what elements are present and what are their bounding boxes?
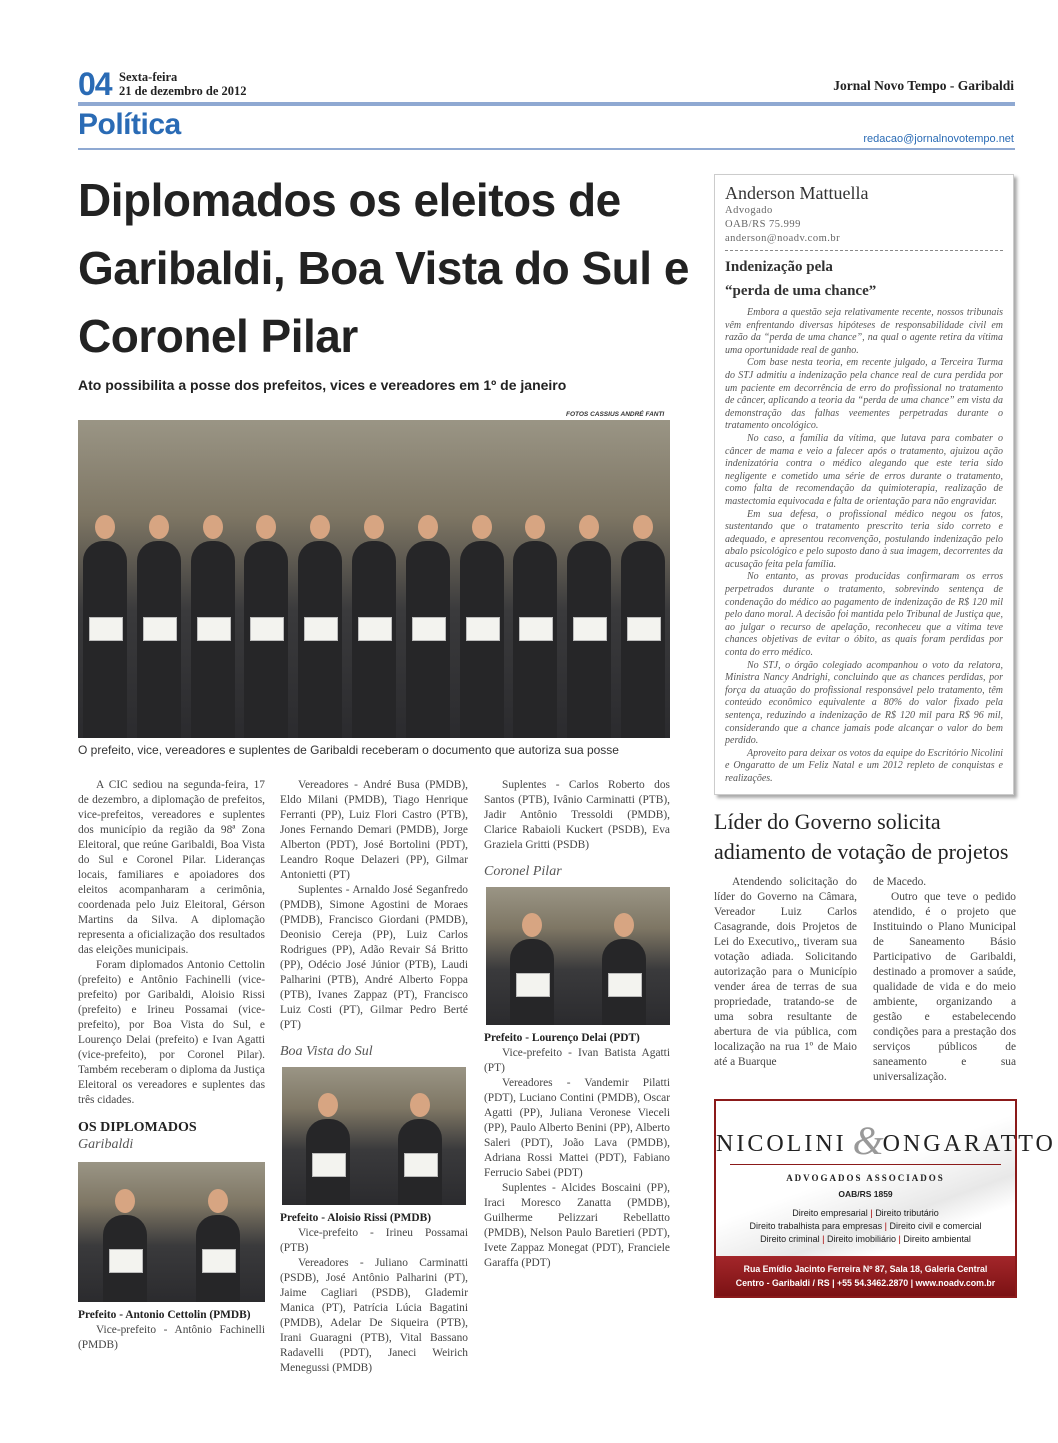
diploma bbox=[202, 1249, 236, 1273]
header-rule bbox=[78, 102, 1015, 106]
diploma bbox=[627, 617, 661, 641]
diploma bbox=[412, 617, 446, 641]
newsroom-email[interactable]: redacao@jornalnovotempo.net bbox=[863, 133, 1014, 145]
issue-date bbox=[119, 70, 247, 98]
page-number: 04 bbox=[78, 66, 112, 102]
councillors: Vereadores - Juliano Carminatti (PSDB), José Antônio Palharini (PT), Jaime Cagliari (PSDB), Glademir Manica (PT), Patrícia Lúcia Bagatini (PMDB), Adelar De Siqueira (PTB), Irani Guaragni (PTB), Vital Bassano Radavelli (PDT), Janeci Weirich Menegussi (PMDB) bbox=[280, 1257, 468, 1374]
mayor-line: Prefeito - Antonio Cettolin (PMDB) bbox=[78, 1309, 251, 1321]
news-headline: Líder do Governo solicita adiamento de votação de projetos bbox=[714, 808, 1009, 864]
councillors: Vereadores - Vandemir Pilatti (PDT), Luciano Contini (PMDB), Oscar Agatti (PP), Juliana Veronese Vieceli (PP), Paulo Alberto Benini (PP), Alberto Saleri (PDT), João Lava (PMDB), Adriana Rossi Mattei (PDT), Fabiano Ferrucio Sabei (PDT) bbox=[484, 1077, 670, 1179]
ad-subtitle: ADVOGADOS ASSOCIADOS bbox=[786, 1172, 945, 1183]
diploma bbox=[608, 973, 642, 997]
diploma bbox=[573, 617, 607, 641]
person-head bbox=[633, 515, 653, 539]
section-rule bbox=[78, 148, 1015, 150]
city-heading: Boa Vista do Sul bbox=[280, 1044, 373, 1059]
diploma bbox=[143, 617, 177, 641]
paragraph: Embora a questão seja relativamente recente, nossos tribunais vêm enfrentando diversas hipóteses de responsabilidade civil em razão da “perda de uma chance”, na qual o agente retira da vítima uma oportunidade real de ganho. bbox=[725, 307, 1003, 356]
ad-contact: Centro - Garibaldi / RS | +55 54.3462.2870 | www.noadv.com.br bbox=[735, 1277, 996, 1288]
newspaper-name: Jornal Novo Tempo - Garibaldi bbox=[833, 78, 1014, 93]
paragraph: Com base nesta teoria, em recente julgado, a Terceira Turma do STJ admitiu a indenização pela chance real de cura perdida por um paciente em decorrência de erro do profissional no tratamento de câncer, aplicando a teoria da “perda de uma chance” em vista da demonstração das falhas veementes perpetradas durante o tratamento oncológico. bbox=[725, 357, 1003, 432]
person-head bbox=[472, 515, 492, 539]
main-photo bbox=[78, 420, 670, 738]
substitutes: Suplentes - Carlos Roberto dos Santos (PTB), Ivânio Carminatti (PTB), Jadir Antônio Tressoldi (PMDB), Clarice Rabaioli Kuckert (PSDB), Eva Graziela Gritti (PSDB) bbox=[484, 779, 670, 851]
paragraph: Em sua defesa, o profissional médico negou os fatos, sustentando que o tratamento prescrito teria sido correto e adequado, e apresentou reconvenção, postulando indenização pelo abalo psicológico e pelo suposto dano à sua imagem, decorrentes da acusação feita pela família. bbox=[725, 508, 1003, 570]
ad-rule bbox=[730, 1164, 1001, 1165]
paragraph: Atendendo solicitação do líder do Governo na Câmara, Vereador Luiz Carlos Casagrande, dois Projetos de Lei do Executivo,, tiveram sua votação adiada. Solicitando autorização para o Município vender área de terras de sua propriedade, tratando-se de uma sobra resultante de abertura de via pública, com localização na rua 1º de Maio até a Buarque bbox=[714, 875, 857, 1068]
person-head bbox=[310, 515, 330, 539]
person-head bbox=[614, 913, 634, 937]
opinion-title-2: “perda de uma chance” bbox=[725, 283, 877, 299]
section-title: Política bbox=[78, 108, 181, 141]
news-column-1 bbox=[714, 875, 857, 1085]
photo-boa-vista-mayor bbox=[282, 1067, 466, 1205]
author-oab: OAB/RS 75.999 bbox=[725, 219, 801, 230]
vice-line: Vice-prefeito - Antônio Fachinelli (PMDB) bbox=[78, 1324, 265, 1351]
person-head bbox=[256, 515, 276, 539]
diploma bbox=[89, 617, 123, 641]
paragraph: Foram diplomados Antonio Cettolin (prefeito) e Antônio Fachinelli (vice-prefeito) por Garibaldi, Aloisio Rissi (prefeito) e Irineu Possamai (vice-prefeito), por Boa Vista do Sul, e Lourenço Delai (prefeito) e Ivan Agatti (vice-prefeito), por Coronel Pilar). Também receberam o diploma da Justiça Eleitoral os vereadores e suplentes das três cidades. bbox=[78, 959, 265, 1106]
photo-credit: FOTOS CASSIUS ANDRÉ FANTI bbox=[566, 411, 665, 418]
person-head bbox=[149, 515, 169, 539]
ad-services: Direito empresarial | Direito tributário Direito trabalhista para empresas | Direito civil e comercial Direito criminal | Direito imobiliário | Direito ambiental bbox=[749, 1207, 982, 1244]
body-column-1 bbox=[78, 778, 265, 1353]
photo-coronel-pilar-mayor bbox=[486, 887, 670, 1025]
paragraph: Aproveito para deixar os votos da equipe do Escritório Nicolini e Ongaratto de um Feliz Natal e um 2012 repleto de conquistas e realizações. bbox=[725, 747, 1003, 784]
weekday: Sexta-feira bbox=[119, 70, 178, 84]
person-head bbox=[522, 913, 542, 937]
article-subtitle: Ato possibilita a posse dos prefeitos, vices e vereadores em 1º de janeiro bbox=[78, 377, 567, 393]
diploma bbox=[197, 617, 231, 641]
person-head bbox=[318, 1093, 338, 1117]
vice-line: Vice-prefeito - Irineu Possamai (PTB) bbox=[280, 1227, 468, 1254]
councillors: Vereadores - André Busa (PMDB), Eldo Milani (PMDB), Tiago Henrique Ferranti (PP), Luiz Flori Castro (PTB), Jones Fernando Demari (PMDB), Jorge Alberton (PDT), José Bortolini (PDT), Leandro Roque Delazeri (PP), Gilmar Antonietti (PT) bbox=[280, 779, 468, 881]
mayor-line: Prefeito - Aloisio Rissi (PMDB) bbox=[280, 1212, 432, 1224]
person-head bbox=[525, 515, 545, 539]
diploma bbox=[250, 617, 284, 641]
diploma bbox=[312, 1153, 346, 1177]
author-role: Advogado bbox=[725, 205, 773, 216]
diploma bbox=[519, 617, 553, 641]
ad-oab: OAB/RS 1859 bbox=[838, 1188, 893, 1199]
date: 21 de dezembro de 2012 bbox=[119, 84, 247, 98]
ad-address: Rua Emídio Jacinto Ferreira Nº 87, Sala 18, Galeria Central bbox=[743, 1263, 988, 1274]
person-head bbox=[418, 515, 438, 539]
body-column-3 bbox=[484, 778, 670, 1271]
author-name: Anderson Mattuella bbox=[725, 183, 869, 203]
diploma bbox=[466, 617, 500, 641]
diploma bbox=[304, 617, 338, 641]
main-photo-caption: O prefeito, vice, vereadores e suplentes de Garibaldi receberam o documento que autoriza sua posse bbox=[78, 743, 619, 757]
law-firm-ad[interactable] bbox=[714, 1099, 1056, 1298]
ad-footer bbox=[716, 1256, 1015, 1296]
list-heading: OS DIPLOMADOS bbox=[78, 1120, 197, 1135]
person-head bbox=[208, 1189, 228, 1213]
paragraph: de Macedo. bbox=[873, 875, 927, 888]
substitutes: Suplentes - Alcides Boscaini (PP), Iraci Moresco Zanatta (PMDB), Guilherme Pelizzari Rebellatto (PMDB), Nelson Paulo Baretieri (PDT), Ivete Zappaz Monegat (PDT), Franciele Garaffa (PDT) bbox=[484, 1182, 670, 1269]
diploma bbox=[404, 1153, 438, 1177]
right-column bbox=[714, 174, 1056, 1298]
person-head bbox=[579, 515, 599, 539]
mayor-line: Prefeito - Lourenço Delai (PDT) bbox=[484, 1032, 640, 1044]
opinion-body bbox=[725, 307, 1003, 786]
paragraph: Outro que teve o pedido atendido, é o projeto que Instituindo o Plano Municipal de Saneamento Básio Participativo de Garibaldi, destinado a promover a saúde, qualidade de vida e do meio ambiente, organizando a gestão e estabelecendo condições para a prestação dos serviços públicos de saneamento e sua universalização. bbox=[873, 890, 1016, 1083]
body-column-2 bbox=[280, 778, 468, 1376]
opinion-title-1: Indenização pela bbox=[725, 259, 833, 275]
diploma bbox=[358, 617, 392, 641]
person-head bbox=[203, 515, 223, 539]
city-heading: Garibaldi bbox=[78, 1137, 134, 1152]
article-headline: Diplomados os eleitos de Garibaldi, Boa Vista do Sul e Coronel Pilar bbox=[78, 174, 689, 362]
author-email[interactable]: anderson@noadv.com.br bbox=[725, 233, 841, 244]
person-head bbox=[410, 1093, 430, 1117]
news-body bbox=[714, 875, 1017, 1085]
photo-garibaldi-mayor bbox=[78, 1162, 265, 1302]
paragraph: No caso, a família da vítima, que lutava para combater o câncer de mama e veio a falecer após o tratamento, ajuizou ação indenizatória contra o médico alegando que este teria sido negligente e cometido uma série de erros durante o tratamento, como falta de recomendação da quimioterapia, realização de mastectomia equivocada e falta de orientação para não engravidar. bbox=[725, 432, 1003, 507]
paragraph: No STJ, o órgão colegiado acompanhou o voto da relatora, Ministra Nancy Andrighi, concluindo que as chances perdidas, por força da atuação do profissional responsável pelo tratamento, têm conteúdo econômico equivalente a 80% do valor fixado pela sentença, reduzindo a indenização de R$ 120 mil para R$ 96 mil, considerando que a chance jamais pode alcançar o valor do bem perdido. bbox=[725, 659, 1003, 747]
diploma bbox=[109, 1249, 143, 1273]
diploma bbox=[516, 973, 550, 997]
opinion-column bbox=[714, 174, 1014, 795]
person-head bbox=[115, 1189, 135, 1213]
vice-line: Vice-prefeito - Ivan Batista Agatti (PT) bbox=[484, 1047, 670, 1074]
city-heading: Coronel Pilar bbox=[484, 864, 562, 879]
divider bbox=[725, 250, 1003, 251]
paragraph: A CIC sediou na segunda-feira, 17 de dezembro, a diplomação de prefeitos, vice-prefeitos, vereadores e suplentes dos município da região da 98ª Zona Eleitoral, que reúne Garibaldi, Boa Vista do Sul e Coronel Pilar. Lideranças locais, familiares e apoiadores dos eleitos acompanharam a cerimônia, coordenada pelo Juiz Eleitoral, Gérson Martins da Silva. A diplomação representa a oficialização dos resultados das eleições municipais. bbox=[78, 779, 265, 956]
ad-logo: NICOLINI & ONGARATTO bbox=[716, 1117, 1056, 1163]
person-head bbox=[95, 515, 115, 539]
news-column-2 bbox=[873, 875, 1016, 1085]
person-head bbox=[364, 515, 384, 539]
paragraph: No entanto, as provas producidas confirmaram os erros perpetrados durante o tratamento, sobrevindo sentença de condenação do médico ao pagamento de indenização de R$ 120 mil pelo dano moral. A decisão foi mantida pelo Tribunal de Justiça que, ao julgar o recurso de apelação, reconheceu que a vítima teve chances objetivas de evitar o óbito, as quais foram perdidas por conta do erro médico. bbox=[725, 571, 1003, 659]
substitutes: Suplentes - Arnaldo José Seganfredo (PMDB), Simone Agostini de Moraes (PMDB), Francisco Giordani (PMDB), Deonisio Cereja (PP), Luiz Carlos Rodrigues (PP), Adão Revair Sá Britto (PP), Odécio José Júnior (PTB), Laudi Palharini (PTB), André Alberto Foppa (PTB), Ivanes Zappaz (PT), Francisco Luiz Costi (PT), Gilmar Pedro Berté (PT) bbox=[280, 884, 468, 1031]
